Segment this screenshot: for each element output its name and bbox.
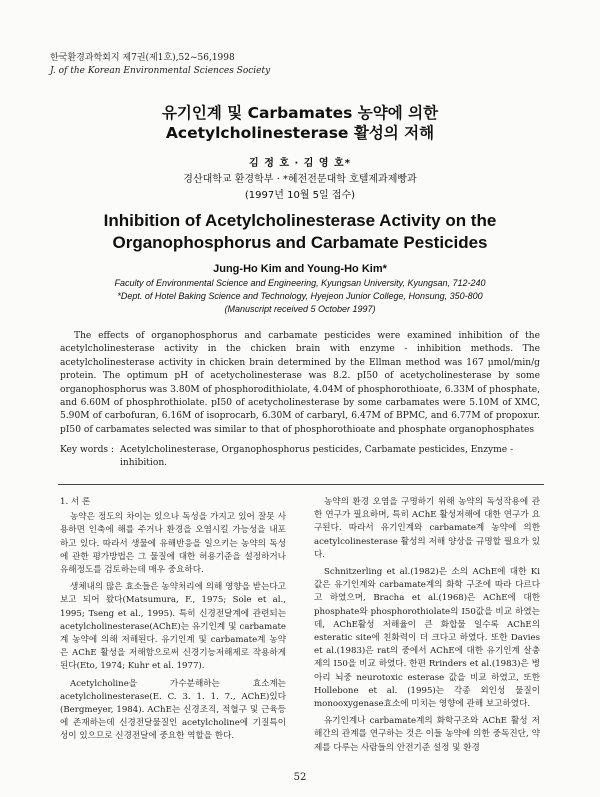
english-title — [0, 210, 600, 254]
english-title-line1: Inhibition of Acetylcholinesterase Activity on the — [103, 211, 497, 230]
keywords-label: Key words : — [60, 445, 115, 455]
korean-received-date: (1997년 10월 5일 접수) — [244, 190, 356, 201]
paragraph: 생체내의 많은 효소들은 농약처리에 의해 영향을 받는다고 보고 되어 왔다(Matsumura, F., 1975; Sole et al., 1995; Tseng et al., 1995). 특히 신경전달계에 관련되는 acetylcholinesterase(AChE)는 유기인계 및 carbamate계 농약에 의해 저해된다. 유기인계 및 carbamate계 농약은 AChE 활성을 저해함으로써 신경기능저해제로 작용하게 된다(Eto, 1974; Kuhr et al. 1977). — [60, 582, 286, 672]
korean-author-names: 김 정 호 · 김 영 호* — [249, 158, 351, 169]
journal-line-en: J. of the Korean Environmental Sciences Society — [50, 66, 271, 76]
body-column-right — [314, 496, 540, 759]
paragraph: Acetylcholine을 가수분해하는 효소계는 acetylcholinesterase(E. C. 3. 1. 1. 7., AChE)있다(Bergmeyer, 1984). AChE는 신경조직, 적혈구 및 근육등에 존재하는데 신경전달물질인 acetylcholine에 기질특이성이 있으므로 신경전달에 중요한 역할을 한다. — [60, 678, 286, 742]
paragraph: Schnitzerling et al.(1982)은 소의 AChE에 대한 Ki 값은 유기인계와 carbamate계의 화학 구조에 따라 다르다고 하였으며, Bracha et al.(1968)은 AChE에 대한 phosphate와 phosphorothiolate의 I50값을 비교 하였는데, AChE활성 저해율이 큰 화합물 일수록 AChE의 esteratic site에 친화력이 더 크다고 하였다. 또한 Davies et al.(1983)은 rat의 중에서 AChE에 대한 유기인계 살충제의 I50을 비교 하였다. 한편 Rrinders et al.(1983)은 병아리 뇌중 neurotoxic esterase 값을 비교 하였고, 또한 Hollebone et al. (1995)는 각종 외인성 물질이 monooxygenase효소에 미치는 영향에 관해 보고하였다. — [314, 567, 540, 710]
english-affiliation-2: *Dept. of Hotel Baking Science and Technology, Hyejeon Junior College, Honsung, 350-800 — [117, 291, 483, 301]
korean-title-line2: Acetylcholinesterase 활성의 저해 — [165, 124, 435, 142]
korean-authors-block — [0, 156, 600, 204]
journal-header — [50, 52, 270, 78]
journal-line-ko: 한국환경과학회지 제7권(제1호),52~56,1998 — [50, 53, 235, 63]
paragraph: 농약은 정도의 차이는 있으나 독성을 가지고 있어 잘못 사용하면 인축에 해를 주거나 환경을 오염시킬 가능성을 내포하고 있다. 따라서 생물에 유해반응을 일으키는 농약의 독성에 관한 평가방법은 그 물질에 대한 허용기준을 설정하거나 유해정도를 검토하는데 매우 중요하다. — [60, 512, 286, 576]
english-authors-block — [0, 261, 600, 316]
korean-affiliation: 경산대학교 환경학부 · *혜전전문대학 호텔제과제빵과 — [183, 174, 417, 185]
paragraph: 유기인계나 carbamate계의 화학구조와 AChE 활성 저해간의 관계를 연구하는 것은 이들 농약에 의한 중독진단, 약제를 다루는 사람들의 안전기준 설정 및 환경 — [314, 716, 540, 753]
keywords-text: Acetylcholinesterase, Organophosphorus pesticides, Carbamate pesticides, Enzyme - inhibition. — [120, 445, 514, 469]
abstract: The effects of organophosphorus and carbamate pesticides were examined inhibition of the acetylcholinesterase activity in the chicken brain with enzyme - inhibition methods. The acetylcholinesterase activity in chicken brain determined by the Ellman method was 167 μmol/min/g protein. The optimum pH of acetycholinesterase was 8.2. pI50 of acetycholinesterase by some organophosphorus was 3.80M of phosphorodithiolate, 4.04M of phosphorothioate, 6.33M of phosphate, and 6.60M of phosphrothiolate. pI50 of acetycholinesterase by some carbamates were 5.10M of XMC, 5.90M of carbofuran, 6.16M of isoprocarb, 6.30M of carbaryl, 6.47M of BPMC, and 6.77M of propoxur. pI50 of carbamates selected was similar to that of phosphorothioate and phosphate organophosphates — [60, 331, 540, 435]
english-received-date: (Manuscript received 5 October 1997) — [224, 304, 376, 314]
english-title-line2: Organophosphorus and Carbamate Pesticides — [112, 233, 488, 252]
page-number: 52 — [293, 772, 307, 783]
english-author-names: Jung-Ho Kim and Young-Ho Kim* — [213, 263, 387, 275]
section-divider — [58, 484, 544, 485]
korean-title — [0, 103, 600, 143]
body-column-left — [60, 496, 286, 748]
keywords — [60, 444, 540, 471]
korean-title-line1: 유기인계 및 Carbamates 농약에 의한 — [161, 104, 439, 122]
english-affiliation-1: Faculty of Environmental Science and Engineering, Kyungsan University, Kyungsan, 712-240 — [114, 278, 486, 288]
section-heading-introduction: 1. 서 론 — [60, 497, 91, 507]
paragraph: 농약의 환경 오염을 구명하기 위해 농약의 독성작용에 관한 연구가 필요하며, 특히 AChE 활성저해에 대한 연구가 요구된다. 따라서 유기인계와 carbamate계 농약에 의한 acetylcolinesterase 활성의 저해 양상을 규명할 필요가 있다. — [314, 497, 540, 560]
